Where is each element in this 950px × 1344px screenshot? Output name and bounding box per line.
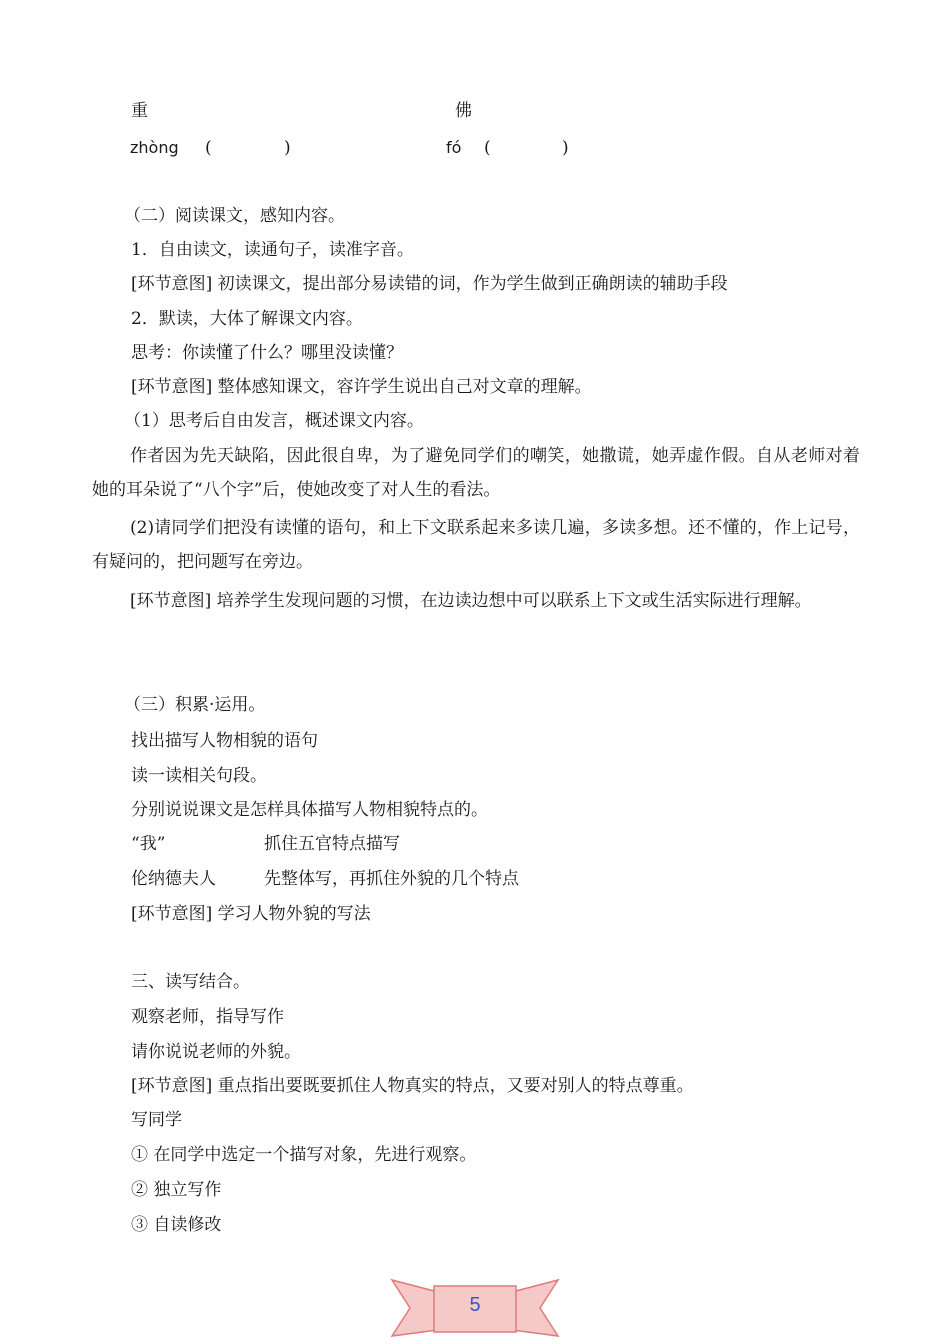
section2-sub1: （1）思考后自由发言，概述课文内容。 xyxy=(124,411,424,431)
page-number-badge xyxy=(390,1274,560,1340)
part3-intent: [环节意图] 重点指出要既要抓住人物真实的特点，又要对别人的特点尊重。 xyxy=(131,1076,694,1096)
char-zhong: 重 xyxy=(131,101,148,121)
section2-item1: 1．自由读文，读通句子，读准字音。 xyxy=(131,240,414,260)
section3-intent: [环节意图] 学习人物外貌的写法 xyxy=(131,904,371,924)
section2-intent2: [环节意图] 整体感知课文，容许学生说出自己对文章的理解。 xyxy=(131,377,592,397)
section2-para1: 作者因为先天缺陷，因此很自卑，为了避免同学们的嘲笑，她撒谎，她弄虚作假。自从老师对着她的耳朵说了“八个字”后，使她改变了对人生的看法。 xyxy=(92,446,860,500)
section2-item2: 2．默读，大体了解课文内容。 xyxy=(131,309,363,329)
section3-line3: 分别说说课文是怎样具体描写人物相貌特点的。 xyxy=(131,800,488,820)
paren-open-2: ( xyxy=(484,138,491,158)
section3-row1-text: 抓住五官特点描写 xyxy=(264,834,400,854)
paren-close-1: ) xyxy=(284,138,291,158)
section2-para3: [环节意图] 培养学生发现问题的习惯，在边读边想中可以联系上下文或生活实际进行理解。 xyxy=(130,591,812,611)
char-fo: 佛 xyxy=(455,101,472,121)
pinyin-zhong: zhòng xyxy=(130,138,179,157)
section3-heading: （三）积累·运用。 xyxy=(124,695,266,715)
part3-heading: 三、读写结合。 xyxy=(131,972,250,992)
section3-line1: 找出描写人物相貌的语句 xyxy=(131,731,318,751)
section3-row2-label: 伦纳德夫人 xyxy=(131,869,216,889)
paren-open-1: ( xyxy=(205,138,212,158)
section3-row1-label: “我” xyxy=(131,834,166,854)
paren-close-2: ) xyxy=(562,138,569,158)
part3-step1: ① 在同学中选定一个描写对象，先进行观察。 xyxy=(131,1145,477,1165)
part3-step3: ③ 自读修改 xyxy=(131,1215,222,1235)
pinyin-fo: fó xyxy=(446,138,462,157)
part3-line1: 观察老师，指导写作 xyxy=(131,1007,284,1027)
part3-step2: ② 独立写作 xyxy=(131,1180,222,1200)
section2-heading: （二）阅读课文，感知内容。 xyxy=(124,206,345,226)
part3-line2: 请你说说老师的外貌。 xyxy=(131,1042,301,1062)
section2-para2: (2)请同学们把没有读懂的语句，和上下文联系起来多读几遍，多读多想。还不懂的，作上记号，有疑问的，把问题写在旁边。 xyxy=(92,518,860,572)
section2-think: 思考：你读懂了什么？哪里没读懂？ xyxy=(131,343,403,363)
section3-row2-text: 先整体写，再抓住外貌的几个特点 xyxy=(264,869,519,889)
section3-line2: 读一读相关句段。 xyxy=(131,766,267,786)
page-number: 5 xyxy=(469,1294,481,1316)
part3-line3: 写同学 xyxy=(131,1110,182,1130)
section2-intent1: [环节意图] 初读课文，提出部分易读错的词，作为学生做到正确朗读的辅助手段 xyxy=(131,274,728,294)
